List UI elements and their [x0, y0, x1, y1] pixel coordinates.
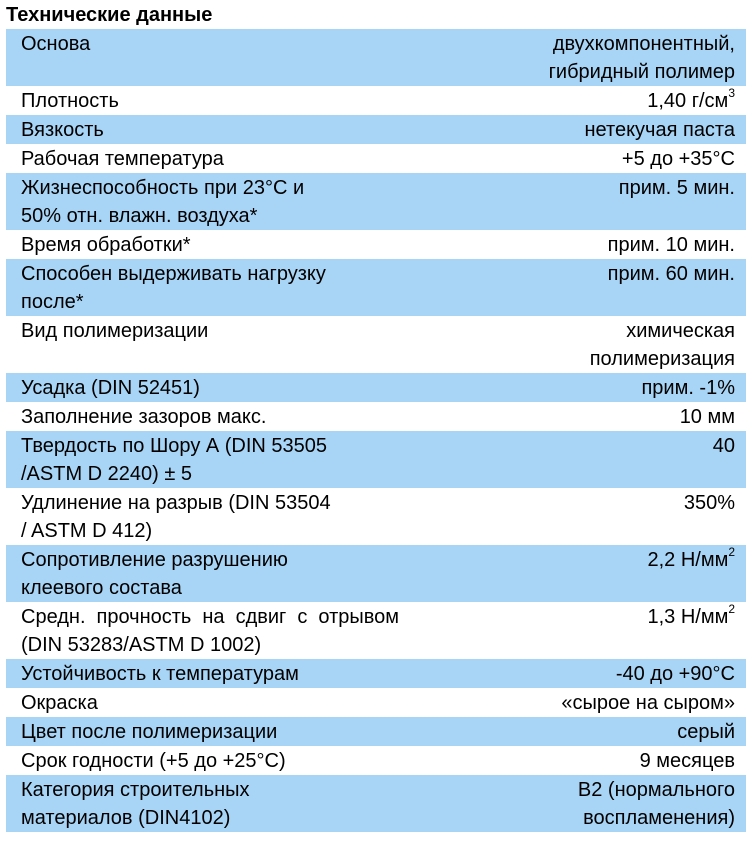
row-value	[399, 432, 746, 488]
row-value	[399, 317, 746, 373]
row-label: Плотность	[21, 90, 119, 112]
row-value-text: «сырое на сыром»	[561, 692, 735, 714]
row-label: Заполнение зазоров макс.	[21, 406, 267, 428]
row-value	[399, 689, 746, 717]
row-value-text: 1,40 г/см	[647, 90, 729, 112]
row-label: Устойчивость к температурам	[21, 663, 299, 685]
value-superscript: 3	[728, 86, 735, 101]
table-row	[6, 602, 746, 659]
row-label: Цвет после полимеризации	[21, 721, 278, 743]
row-value-text: 1,3 Н/мм	[647, 606, 729, 628]
row-value-text: прим. 60 мин.	[607, 263, 735, 285]
row-value-text: 350%	[683, 492, 735, 514]
table-row	[6, 29, 746, 86]
row-value-text: нетекучая паста	[584, 119, 735, 141]
row-value	[399, 260, 746, 316]
table-row	[6, 431, 746, 488]
technical-data-table	[6, 29, 746, 832]
table-row	[6, 488, 746, 545]
row-value-text: 40	[712, 435, 735, 457]
row-value-text: прим. 10 мин.	[607, 234, 735, 256]
row-value-text: серый	[677, 721, 735, 743]
row-label: Вид полимеризации	[21, 320, 209, 342]
row-label: Усадка (DIN 52451)	[21, 377, 200, 399]
table-row	[6, 545, 746, 602]
row-label: Срок годности (+5 до +25°C)	[21, 750, 286, 772]
table-row	[6, 746, 746, 775]
row-label: Жизнеспособность при 23°C и 50% отн. влажн. воздуха*	[21, 177, 305, 227]
row-value-text: B2 (нормального воспламенения)	[577, 779, 735, 829]
table-row	[6, 402, 746, 431]
row-value-text: двухкомпонентный, гибридный полимер	[548, 33, 735, 83]
table-row	[6, 115, 746, 144]
row-label: Способен выдерживать нагрузку после*	[21, 263, 326, 313]
row-value-text: химическая полимеризация	[589, 320, 735, 370]
table-row	[6, 659, 746, 688]
row-value-text: 9 месяцев	[639, 750, 735, 772]
value-superscript: 2	[728, 545, 735, 560]
row-value	[399, 747, 746, 775]
row-label: Вязкость	[21, 119, 104, 141]
row-label: Удлинение на разрыв (DIN 53504 / ASTM D 412)	[21, 492, 331, 542]
row-label: Окраска	[21, 692, 98, 714]
row-value	[399, 374, 746, 402]
table-row	[6, 688, 746, 717]
table-row	[6, 259, 746, 316]
row-value-text: прим. 5 мин.	[618, 177, 735, 199]
row-label: Категория строительных материалов (DIN4102)	[21, 779, 250, 829]
row-label: Рабочая температура	[21, 148, 224, 170]
table-row	[6, 316, 746, 373]
row-value	[399, 145, 746, 173]
row-value	[399, 603, 746, 659]
row-value	[399, 403, 746, 431]
table-row	[6, 717, 746, 746]
table-row	[6, 775, 746, 832]
row-value-text: -40 до +90°C	[615, 663, 735, 685]
row-value	[399, 116, 746, 144]
row-value-text: 10 мм	[679, 406, 735, 428]
row-value	[399, 660, 746, 688]
row-value	[399, 231, 746, 259]
row-label: Средн. прочность на сдвиг с отрывом (DIN 53283/ASTM D 1002)	[21, 606, 399, 656]
row-value-text: +5 до +35°C	[621, 148, 735, 170]
table-row	[6, 230, 746, 259]
table-row	[6, 144, 746, 173]
row-value	[399, 489, 746, 545]
row-value	[399, 546, 746, 602]
row-value	[399, 776, 746, 832]
table-row	[6, 373, 746, 402]
row-value-text: прим. -1%	[641, 377, 735, 399]
value-superscript: 2	[728, 602, 735, 617]
row-label: Сопротивление разрушению клеевого состава	[21, 549, 288, 599]
row-label: Основа	[21, 33, 91, 55]
section-title: Технические данные	[6, 4, 213, 26]
row-value	[399, 718, 746, 746]
row-value	[399, 174, 746, 230]
row-value-text: 2,2 Н/мм	[647, 549, 729, 571]
table-row	[6, 86, 746, 115]
row-value	[399, 30, 746, 86]
row-value	[399, 87, 746, 115]
row-label: Твердость по Шору А (DIN 53505 /ASTM D 2240) ± 5	[21, 435, 328, 485]
table-row	[6, 173, 746, 230]
row-label: Время обработки*	[21, 234, 191, 256]
